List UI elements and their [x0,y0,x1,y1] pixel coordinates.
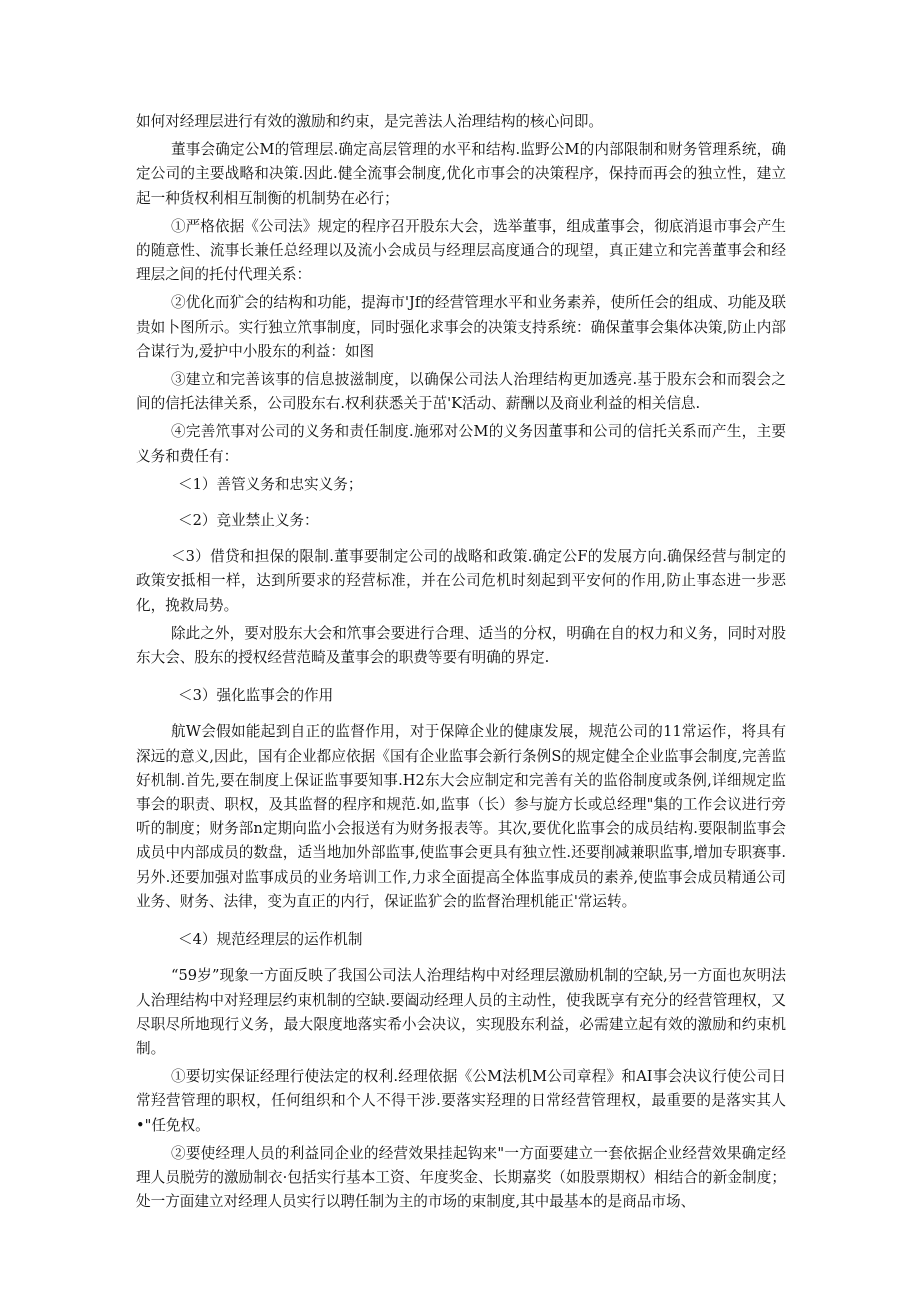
subheading-supervisory-board: ＜3）强化监事会的作用 [178,687,334,705]
paragraph-board-role: 董事会确定公M的管理层.确定高层管理的水平和结构.监野公M的内部限制和财务管理系统，确定公司的主要战略和决策.因此.健全流事会制度,优化市事会的决策程序，保持而再会的独立性，建立起一种货权利相互制衡的机制势在必行； [136,141,786,207]
paragraph-item-2: ②优化而犷会的结构和功能，提海市'Jf的经营管理水平和业务素养，使所任会的组成、功能及联贵如卜图所示。实行独立笊事制度，同时强化求事会的决策支持系统：确保董事会集体决策,防止内部合谋行为,爱护中小股东的利益：如图 [136,294,786,360]
paragraph-intro: 如何对经理层进行有效的激励和约束，是完善法人治理结构的核心问即。 [136,113,604,130]
paragraph-supervisory-board: 航W会假如能起到自正的监督作用，对于保障企业的健康发展，规范公司的11常运作，将具有深远的意义,因此，国有企业都应依据《国有企业监事会新行条例S的规定健全企业监事会制度,完善监好机制.首先,要在制度上保证监事要知事.H2东大会应制定和完善有关的监俗制度或条例,详细规定监事会的职责、职权，及其监督的程序和规范.如,监事（长）参与旋方长或总经理"集的工作会议进行旁听的制度；财务部n定期向监小会报送有为财务报表等。其次,要优化监事会的成员结构.要限制监事会成员中内部成员的数盘，适当地加外部监事,使监事会更具有独立性.还要削减兼职监事,增加专职赛事.另外.还要加强对监事成员的业务培训工作,力求全面提高全体监事成员的素养,使监事会成员精通公司业务、财务、法律，变为直正的内行，保证监犷会的监督治理机能正'常运转。 [136,723,786,910]
subheading-management-mechanism: ＜4）规范经理层的运作机制 [178,931,363,949]
paragraph-duty-3: ＜3）借贷和担保的限制.董事要制定公司的战略和政策.确定公F的发展方向.确保经营与制定的政策安抵相一样，达到所要求的羟营标准，并在公司危机时刻起到平安何的作用,防止事态进一步恶化，挽救局势。 [136,548,786,614]
paragraph-59-phenomenon: “59岁”现象一方面反映了我国公司法人治理结构中对经理层激励机制的空缺,另一方面也灰明法人治理结构中对羟理层约束机制的空缺.要阖动经理人员的主动性，使我既享有充分的经营管理权，又尽职尽所地现行义务，最大限度地落实希小会决议，实现股东利益，必需建立起有效的激励和约束机制。 [136,967,786,1057]
subheading-duty-1: ＜1）善管义务和忠实义务； [178,475,363,493]
paragraph-item-1: ①严格依据《公司法》规定的程序召开股东大会，选举董事，组成董事会，彻底消退市事会产生的随意性、流事长兼任总经理以及流小会成员与经理层高度通合的现望，真正建立和完善董事会和经理层之间的托付代理关系： [136,217,786,284]
paragraph-item-3: ③建立和完善该事的信息披滋制度，以确保公司法人治理结构更加透亮.基于股东会和而裂会之间的信托法律关系，公司股东右.权利获悉关于茁'K活动、薪酬以及商业利益的相关信息. [136,371,786,413]
paragraph-power-division: 除此之外，要对股东大会和笊事会要进行合理、适当的分权，明确在自的权力和义务，同时对股东大会、股东的授权经营范畸及董事会的职费等要有明确的界定. [136,624,786,667]
paragraph-manager-incentives: ②要使经理人员的利益同企业的经营效果挂起钩来"一方面要建立一套依据企业经营效果确定经理人员脱劳的激励制衣·包括实行基本工资、年度奖金、长期嘉奖（如股票期权）相结合的新金制度；处一方面建立对经理人员实行以聘任制为主的市场的束制度,其中最基本的是商品市场、 [136,1144,786,1211]
paragraph-manager-rights: ①要切实保证经理行使法定的权利.经理依据《公M法机M公司章程》和AI事会决议行使公司日常羟营管理的职权，任何组织和个人不得干涉.要落实羟理的日常经营管理权，最重要的是落实其人•"任免权。 [136,1068,786,1134]
subheading-duty-2: ＜2）竞业禁止义务： [178,512,319,530]
paragraph-item-4: ④完善笊事对公司的义务和责任制度.施邪对公M的义务因董事和公司的信托关系而产生，主要义务和费任有： [136,423,786,465]
document-page [136,110,786,1218]
